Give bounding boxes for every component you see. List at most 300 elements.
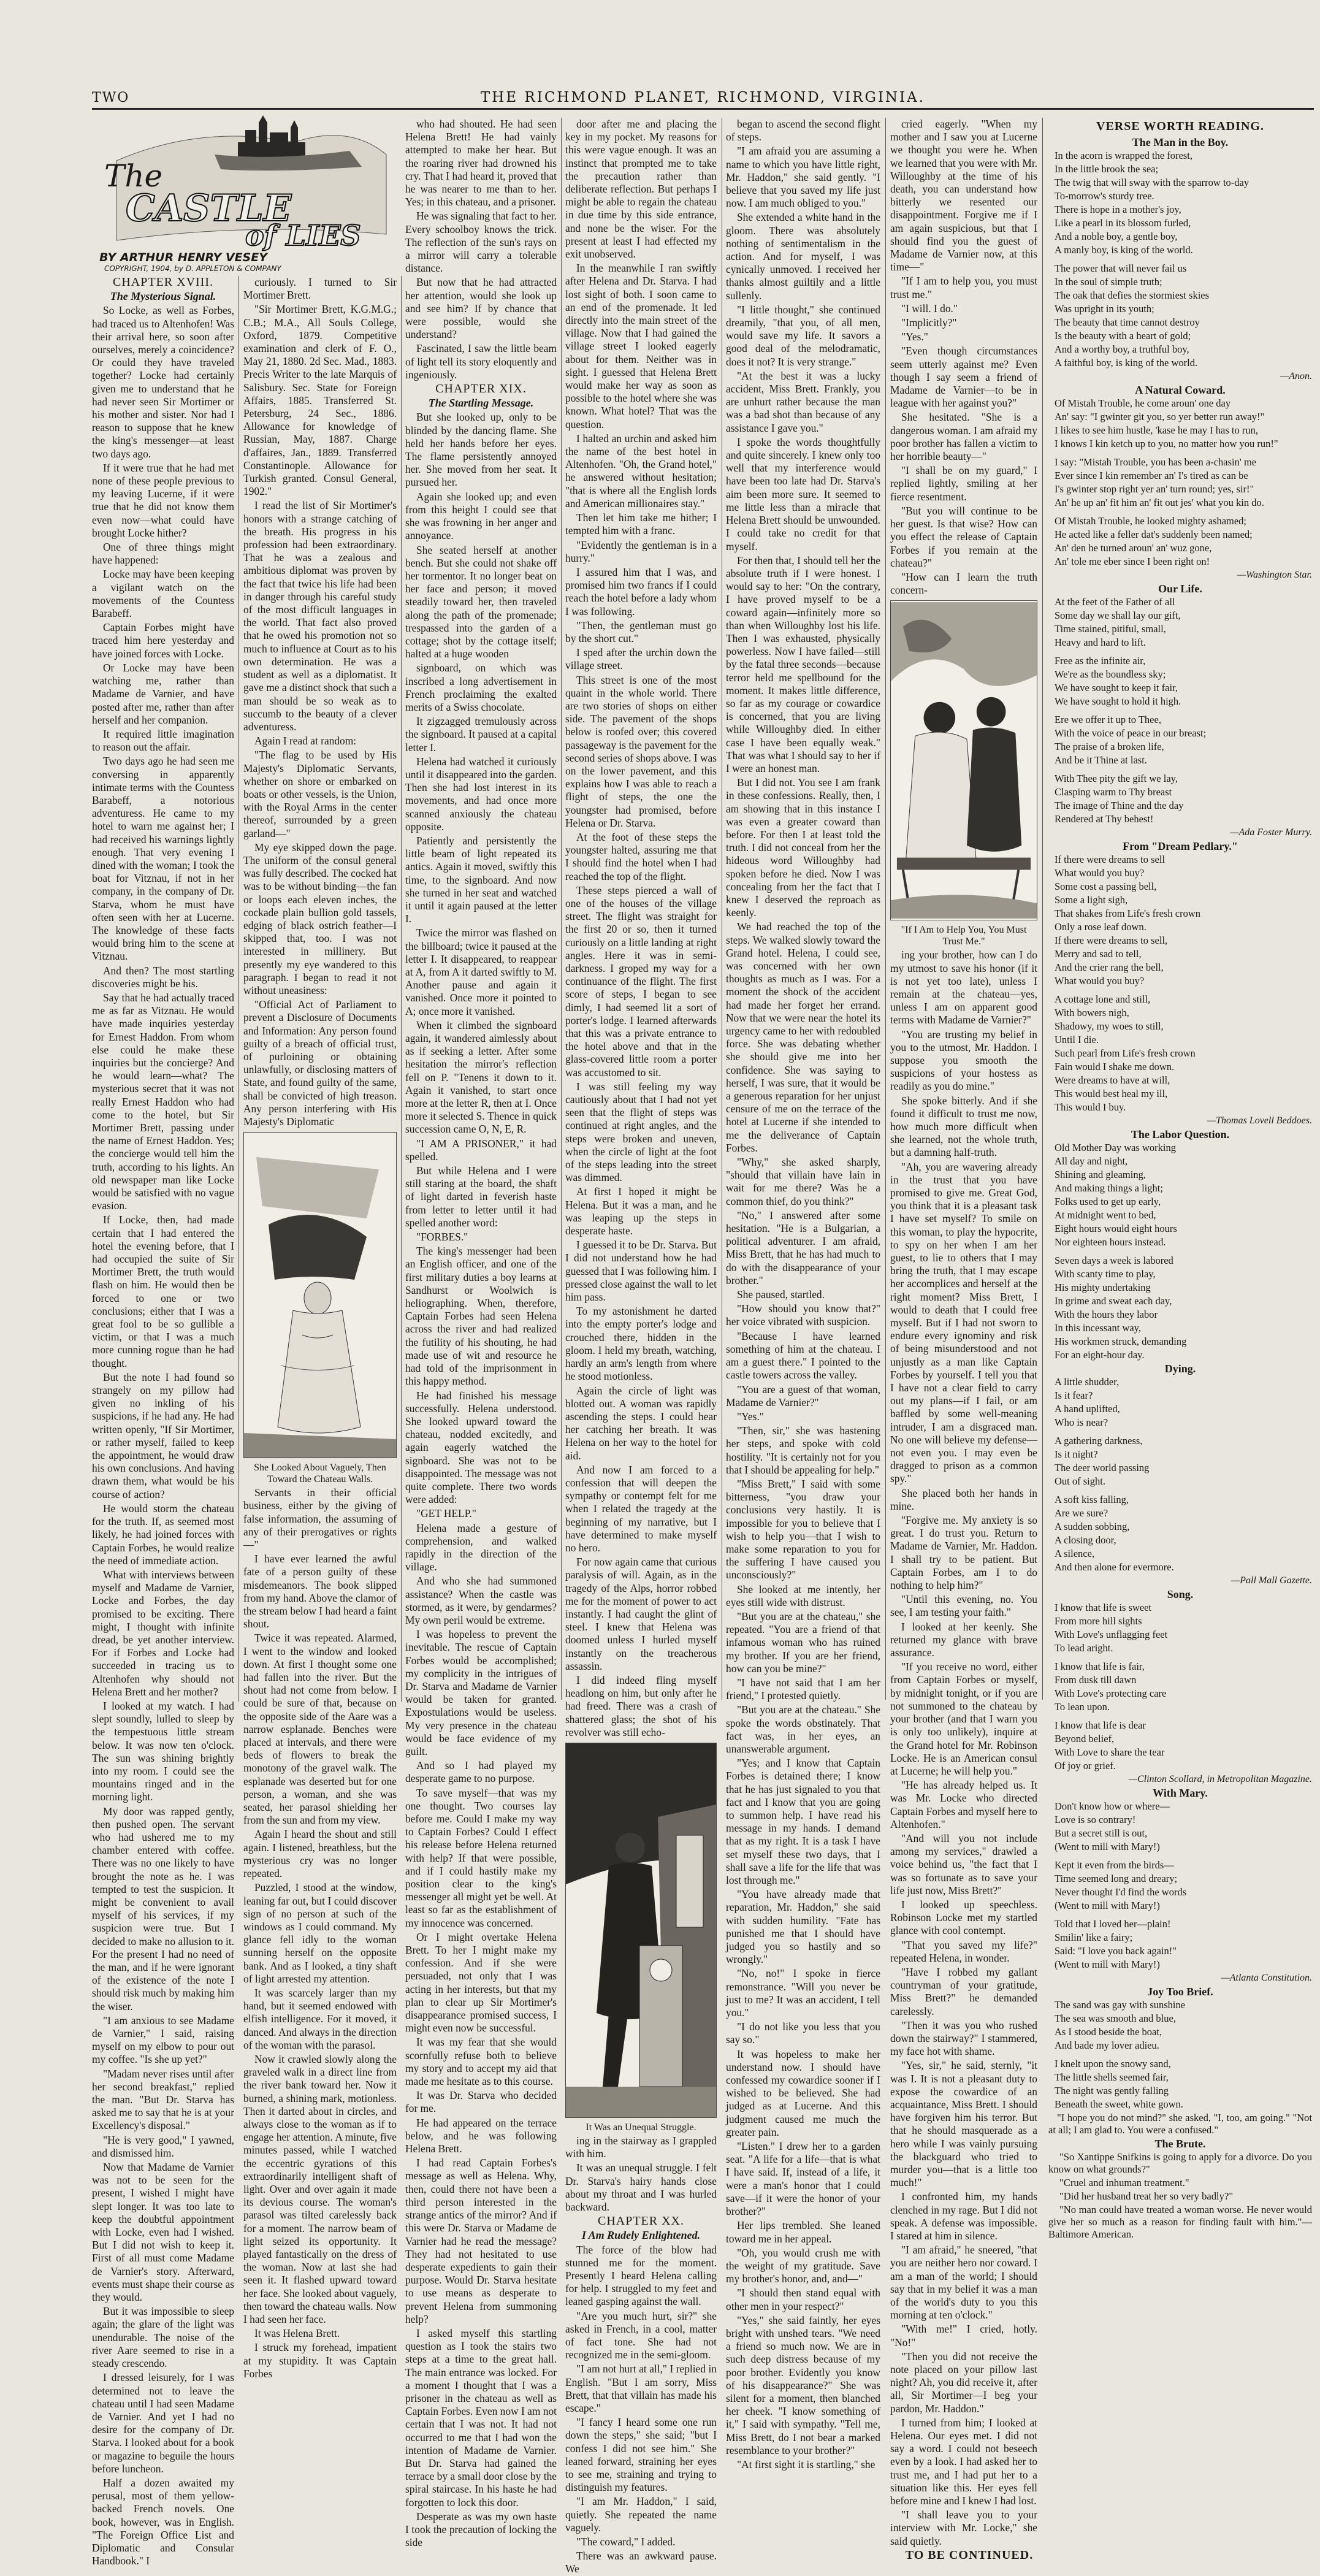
chapter-19-heading: CHAPTER XIX. [435,382,527,396]
poem-line: The power that will never fail us [1055,262,1187,274]
story-column-1 [92,275,234,2567]
poem-line: In the soul of simple truth; [1055,276,1162,288]
story-paragraph: And then? The most startling discoveries might be his. [92,964,234,990]
poem-title: Song. [1167,1588,1194,1600]
poem-line: Said: "I love you back again!" [1055,1945,1177,1957]
poem-line: (Went to mill with Mary!) [1055,1959,1160,1970]
column-rule [238,276,239,1702]
poem-line: Beyond belief, [1055,1733,1115,1745]
story-paragraph: Servants in their official business, either by the giving of false information, the assuming of any of their prerogatives or rights—" [243,1486,397,1551]
poem-line: A sudden sobbing, [1055,1521,1130,1532]
story-paragraph: I looked at her keenly. She returned my glance with brave assurance. [890,1620,1037,1659]
story-paragraph: I was still feeling my way cautiously about that I had not yet seen that the flight of steps was continued at right angles, and the steps were broken and uneven, when the circle of light at the foot of the steps leading into the street was dimmed. [565,1080,717,1184]
story-paragraph: It required little imagination to reason out the affair. [92,727,234,754]
poem-line: With the voice of peace in our breast; [1055,727,1207,739]
story-paragraph: Again I heard the shout and still again. I listened, breathless, but the mysterious cry was no longer repeated. [243,1828,397,1880]
poem-line: With Thee pity the gift we lay, [1055,773,1178,784]
story-paragraph: "Sir Mortimer Brett, K.G.M.G.; C.B.; M.A., All Souls College, Oxford, 1879. Competitive examination and clerk of F. O., May 21, 1880. 2d Sec. Mad., 1883. Precis Writer to the late Marquis of Salisbury. Sec. State for Foreign Affairs, 1885. Transferred St. Petersburg, 24 Sec., 1886. Allowance for knowledge of Russian, May, 1887. Charge d'affaires, Jan., 1889. Transferred Constantinople. Allowance for Turkish granted. Consul General, 1902." [243,303,397,498]
poem-line: I say: "Mistah Trouble, you has been a-chasin' me [1055,456,1257,468]
story-copyright: COPYRIGHT, 1904, by D. APPLETON & COMPANY [104,264,281,273]
story-paragraph: "GET HELP." [416,1507,476,1520]
poem-line: A silence, [1055,1548,1095,1559]
to-be-continued: TO BE CONTINUED. [905,2548,1034,2562]
title-castle: CASTLE [126,187,292,230]
poem-line: He acted like a feller dat's suddenly been named; [1055,529,1253,540]
story-paragraph: And now I am forced to a confession that will deepen the sympathy or contempt felt for me when I related the tragedy at the beginning of my narrative, but I have determined to make myself no hero. [565,1463,717,1554]
story-paragraph: I have ever learned the awful fate of a person guilty of these misdemeanors. The book slipped from my hand. Above the clamor of the stream below I had heard a faint shout. [243,1553,397,1630]
story-paragraph: Again I read at random: [254,735,357,747]
story-paragraph: "Cruel and inhuman treatment." [1059,2177,1189,2188]
story-paragraph: So Locke, as well as Forbes, had traced us to Altenhofen! Was their arrival here, so soon after ourselves, merely a coincidence? Or could they have traveled together? Locke had certainly given me to understand that he had never seen Sir Mortimer or his mother and sister. Nor had I reason to suppose that he knew the king's messenger—at least two days ago. [92,304,234,460]
story-column-2 [243,276,397,2380]
story-byline: BY ARTHUR HENRY VESEY [99,251,267,264]
story-paragraph: I had read Captain Forbes's message as well as Helena. Why, then, could there not have been a third person interested in the strange antics of the mirror? And if this were Dr. Starva or Madame de Varnier had he read the message? They had not hesitated to use desperate expedients to gain their purpose. Would Dr. Starva hesitate to use means as desperate to prevent Helena from summoning help? [405,2157,557,2325]
poem-line: To lean upon. [1055,1701,1110,1713]
story-paragraph: But she looked up, only to be blinded by the dancing flame. She held her hands before her eyes. The flame persistently annoyed her. She moved from her seat. It pursued her. [405,411,557,489]
story-paragraph: He had appeared on the terrace below, and he was following Helena Brett. [405,2116,557,2155]
story-paragraph: I assured him that I was, and promised him two francs if I could reach the hotel before a lady whom I was following. [565,565,717,617]
poem-title: From "Dream Pedlary." [1123,840,1238,852]
story-paragraph: When it climbed the signboard again, it wandered aimlessly about as if seeking a letter. After some hesitation the mirror's reflection fell on P. "Tenens it down to it. Again it vanished, to start once more at the letter R, then at I. Once more it selected S. Thence in quick succession came O, N, E, R. [405,1019,557,1136]
story-paragraph: "With me!" I cried, hotly. "No!" [890,2323,1037,2349]
poem-line: Was upright in its youth; [1055,303,1154,315]
story-paragraph: "Even though circumstances seem utterly against me? Even though I say seem a friend of Madame de Varnier—to be in league with her against you?" [890,345,1037,410]
story-paragraph: Captain Forbes might have traced him here yesterday and have joined forces with Locke. [92,621,234,660]
story-paragraph: began to ascend the second flight of steps. [726,118,880,143]
poem-line: The twig that will sway with the sparrow to-day [1055,177,1249,188]
poem-line: A soft kiss falling, [1055,1494,1129,1505]
story-paragraph: "But you are at the chateau." She spoke the words obstinately. That fact was, in her eyes, an unanswerable argument. [726,1703,880,1755]
poem-line: A faithful boy, is king of the world. [1055,357,1198,369]
story-paragraph: Say that he had actually traced me as far as Vitznau. He would have made inquiries yesterday for Ernest Haddon. From whom else could he make these inquiries but the concierge? And he would learn—what? The mysterious secret that it was not really Ernest Haddon who had come to the hotel, but Sir Mortimer Brett, passing under the name of Ernest Haddon. Yes; the concierge would tell him the truth, according to his lights. An old newspaper man like Locke would be satisfied with no vague evasion. [92,991,234,1212]
poem-line: With Love's protecting care [1055,1687,1167,1699]
story-paragraph: "Have I robbed my gallant countryman of your gratitude, Miss Brett?" he demanded carelessly. [890,1965,1037,2017]
poem-line: The praise of a broken life, [1055,741,1164,752]
story-paragraph: "I am not hurt at all," I replied in English. "But I am sorry, Miss Brett, that that villain has made his escape." [565,2363,717,2415]
illustration-caption-3: "If I Am to Help You, You Must Trust Me." [901,925,1027,947]
story-paragraph: "Yes," she said faintly, her eyes bright with unshed tears. "We need a friend so much now. We are in such deep distress because of my poor brother. Evidently you know of his disappearance?" She was silent for a moment, then blanched her cheek. "I know something of it," I said with sympathy. "Tell me, Miss Brett, do I not bear a marked resemblance to your brother?" [726,2314,880,2456]
story-paragraph: What with interviews between myself and Madame de Varnier, Locke and Forbes, the day promised to be exciting. There might, I thought with infinite dread, be yet another interview. For if Forbes and Locke had succeeded in tracing us to Altenhofen why should not Helena Brett and her mother? [92,1568,234,1698]
poem-line: The night was gently falling [1055,2085,1169,2096]
story-paragraph: "Implicitly?" [901,316,957,329]
poem-line: With the hours they labor [1055,1309,1158,1320]
story-paragraph: signboard, on which was inscribed a long advertisement in French proclaiming the exalted merits of a Swiss chocolate. [405,662,557,713]
poem-line: I know that life is sweet [1055,1602,1152,1613]
story-paragraph: She looked at me intently, her eyes still wide with distrust. [726,1583,880,1608]
story-paragraph: The king's messenger had been an English officer, and one of the first military duties a boy learns at Sandhurst or Woolwich is heliographing. When, therefore, Captain Forbes had seen Helena across the river and had realized the futility of his shouting, he had made use of wit and resource he had told of the imprisonment in this happy method. [405,1245,557,1388]
poem-line: And a noble boy, a gentle boy, [1055,231,1178,242]
story-paragraph: Or Locke may have been watching me, rather than Madame de Varnier, and have posted after me, rather than after herself and her companion. [92,661,234,726]
poem-line: Ere we offer it up to Thee, [1055,714,1161,725]
poem-line: Out of sight. [1055,1475,1105,1487]
poem-line: From dusk till dawn [1055,1674,1137,1686]
story-paragraph: I turned from him; I looked at Helena. Our eyes met. I did not say a word. I could not beseech even by a look. I had asked her to trust me, and I had put her to a situation like this. Her eyes fell before mine and I knew I had lost. [890,2416,1037,2507]
poem-line [1055,510,1312,514]
story-paragraph: "The coward," I added. [576,2536,676,2548]
page-header [92,86,1314,110]
title-the: The [104,158,163,194]
newspaper-masthead: THE RICHMOND PLANET, RICHMOND, VIRGINIA. [480,90,926,105]
story-paragraph: Patiently and persistently the little beam of light repeated its antics. Again it moved, swiftly this time, to the signboard. And now she turned in her seat and watched it until it again paused at the letter I. [405,834,557,925]
story-paragraph: For now again came that curious paralysis of will. Again, as in the tragedy of the Alps, horror robbed me for the moment of power to act instantly. I had caught the glint of steel. I knew that Helena was doomed unless I hurled myself instantly on the treacherous assassin. [565,1556,717,1672]
poem-line: Kept it even from the birds— [1055,1859,1174,1871]
poem-line: Smilin' like a fairy; [1055,1932,1133,1943]
poem-line: (Went to mill with Mary!) [1055,1900,1160,1911]
poem-title: Our Life. [1158,583,1202,595]
poem-author: —Atlanta Constitution. [1221,1973,1312,1983]
story-paragraph: She seated herself at another bench. But she could not shake off her tormentor. It no longer beat on her face and person; it moved steadily toward her, then traveled along the path of the promenade; trespassed into the garden of a cottage; shot by the cottage itself; halted at a huge wooden [405,543,557,660]
story-paragraph: "And will you not include among my services," drawled a voice behind us, "the fact that I was so fortunate as to save your life just now, Miss Brett?" [890,1832,1037,1897]
poem-line: As I stood beside the boat, [1055,2026,1162,2038]
poem-line: Some day we shall lay our gift, [1055,610,1181,621]
story-paragraph: I guessed it to be Dr. Starva. But I did not understand how he had guessed that I was following him. I pressed close against the wall to let him pass. [565,1239,717,1304]
poem-line: Free as the infinite air, [1055,655,1146,667]
poem-line: An' he up an' fit him an' fit out jes' what you kin do. [1055,497,1264,508]
story-paragraph: "Why," she asked sharply, "should that villain have lain in wait for me there? Was he a common thief, do you think?" [726,1156,880,1207]
story-paragraph: "No, no!" I spoke in fierce remonstrance. "Will you never be just to me? It was an accident, I tell you." [726,1967,880,2019]
column-rule [561,118,562,1700]
story-paragraph: She extended a white hand in the gloom. There was absolutely nothing of sentimentalism in the action. And for myself, I was cynically unmoved. I received her thanks almost guiltily and a little sullenly. [726,211,880,302]
story-paragraph: "If I am to help you, you must trust me." [890,275,1037,300]
poem-line [1055,451,1312,455]
story-paragraph: "I will. I do." [901,302,958,315]
story-paragraph: "I little thought," she continued dreamily, "that you, of all men, would save my life. It savors a good deal of the melodramatic, does it not? It is very strange." [726,303,880,368]
story-paragraph: "I shall be on my guard," I replied lightly, smiling at her fierce resentment. [890,464,1037,503]
story-paragraph: "That you saved my life?" repeated Helena, in wonder. [890,1938,1037,1964]
poem-author: —Ada Foster Murry. [1230,827,1312,838]
chapter-18-subtitle: The Mysterious Signal. [110,290,216,303]
story-paragraph: "You are trusting my belief in you to the utmost, Mr. Haddon. I suppose you smooth the suspicions of your hostess as readily as you do mine." [890,1028,1037,1093]
story-paragraph: "Until this evening, no. You see, I am testing your faith." [890,1593,1037,1619]
poem-line: Who is near? [1055,1416,1108,1428]
story-paragraph: Helena had watched it curiously until it disappeared into the garden. Then she had lost interest in its movements, and had once more scanned anxiously the chateau opposite. [405,755,557,833]
poem-line: For an eight-hour day. [1055,1349,1145,1361]
story-paragraph: It was scarcely larger than my hand, but it seemed endowed with elfish intelligence. For it moved, it danced. And always in the direction of the woman with the parasol. [243,1986,397,2051]
poem-line [1055,1656,1312,1659]
poem-line: And the crier rang the bell, [1055,961,1164,973]
poem-line: We have sought to hold it high. [1055,695,1181,707]
story-column-5 [726,118,880,2471]
story-paragraph: "Forgive me. My anxiety is so great. I do trust you. Return to Madame de Varnier, Mr. Haddon. I shall try to be patient. But Captain Forbes, am I to do nothing to help him?" [890,1514,1037,1592]
story-paragraph: But I did not. You see I am frank in these confessions. Really, then, I am showing that in this instance I was even a greater coward than before. For then I at least told the truth. I did not conceal from her the hideous word Willoughby had spoken before he died. Now I was concealing from her the fact that I knew I deserved the reproach as keenly. [726,776,880,919]
poem-line: A closing door, [1055,1534,1116,1546]
poem-line: Beneath the sweet, white gown. [1055,2098,1183,2110]
poem-line [1055,258,1312,261]
poem-line: And bade my lover adieu. [1055,2039,1159,2051]
story-paragraph: "He has already helped us. It was Mr. Locke who directed Captain Forbes and myself here to Altenhofen." [890,1779,1037,1830]
poem-line: What would you buy? [1055,867,1145,879]
story-paragraph: But now that he had attracted her attention, would she look up and see him? If by chance that were possible, would she understand? [405,276,557,341]
poem-line: The little shells seemed fair, [1055,2071,1169,2083]
story-paragraph: Again she looked up; and even from this height I could see that she was frowning in her anger and annoyance. [405,490,557,542]
poem-line: Were dreams to have at will, [1055,1074,1170,1086]
illustration-couple-on-bench [890,600,1037,920]
poem-line: Nor eighteen hours instead. [1055,1236,1166,1248]
story-paragraph: I confronted him, my hands clenched in my rage. But I did not speak. A defense was impossible. I stared at him in silence. [890,2190,1037,2242]
story-paragraph: "Official Act of Parliament to prevent a Disclosure of Documents and Information: Any person found guilty of a breach of official trust, of purloining or obtaining unlawfully, or disclosing matters of State, and found guilty of the same, shall be convicted of high treason. Any person interfering with His Majesty's Diplomatic [243,998,397,1128]
story-paragraph: My door was rapped gently, then pushed open. The servant who had ushered me to my chamber entered with coffee. There was no one likely to have brought the note as he. I was tempted to test the suspicion. It might be convenient to avail myself of his services, if my suspicion were true. But I decided to make no allusion to it. For the present I had no need of the man, and if he were ignorant of the existence of the note I should risk much by making him the wiser. [92,1805,234,2012]
poem-line: Told that I loved her—plain! [1055,1918,1171,1930]
poem-line: That shakes from Life's fresh crown [1055,908,1201,919]
story-paragraph: "Madam never rises until after her second breakfast," replied the man. "But Dr. Starva has asked me to say that he is at your Excellency's disposal." [92,2067,234,2132]
story-paragraph: "I do not like you less that you say so." [726,2020,880,2046]
story-paragraph: And who she had summoned assistance? When the castle was stormed, as it were, by gendarmes? My own peril would be extreme. [405,1575,557,1626]
story-paragraph: "FORBES." [416,1231,468,1244]
story-paragraph: But while Helena and I were still staring at the board, the shaft of light darted in feverish haste from letter to letter until it had spelled another word: [405,1164,557,1229]
story-paragraph: Then let him take me hither; I tempted him with a franc. [565,511,717,537]
story-paragraph: "Are you much hurt, sir?" she asked in French, in a cool, matter of fact tone. She had not recognized me in the semi-gloom. [565,2309,717,2361]
poem-line: Love is so contrary! [1055,1814,1136,1825]
poem-line: This would best heal my ill, [1055,1088,1168,1099]
poem-line: Shadowy, my woes to still, [1055,1020,1164,1032]
poem-line: In the little brook the sea; [1055,163,1159,175]
story-paragraph: Helena made a gesture of comprehension, and walked rapidly in the direction of the village. [405,1521,557,1573]
poem-line: A cottage lone and still, [1055,993,1151,1005]
story-paragraph: Fascinated, I saw the little beam of light tell its story eloquently and ingeniously. [405,342,557,381]
story-paragraph: "At first sight it is startling," she [737,2458,876,2471]
poem-line: With Love's unflagging feet [1055,1629,1168,1640]
story-paragraph: I did indeed fling myself headlong on him, but only after he had freed. There was a crash of shattered glass; the shot of his revolver was still echo- [565,1673,717,1738]
column-rule [1042,118,1043,1700]
story-paragraph: Now it crawled slowly along the graveled walk in a direct line from the river bank toward her. Now it burned, a shining mark, motionless. Then it darted about in circles, and always close to the woman as if to engage her attention. A minute, five minutes passed, while I watched the eccentric gyrations of this extraordinarily intelligent shaft of light. Over and over again it made its devious course. The woman's parasol was tilted carelessly back for a moment. The narrow beam of light seized its opportunity. It played fantastically on the dress of the woman. Now at last she had seen it. It flashed upward toward her face. She looked about vaguely, then toward the chateau walls. Now I had seen her face. [243,2052,397,2325]
poem-line: His mighty undertaking [1055,1282,1151,1293]
story-paragraph: "No," I answered after some hesitation. "He is a Bulgarian, a political adventurer. I am afraid, Miss Brett, that he has had much to do with the disappearance of your brother." [726,1209,880,1286]
poem-line: Ever since I kin remember an' I's tired as can be [1055,470,1248,481]
story-paragraph: Half a dozen awaited my perusal, most of them yellow-backed French novels. One book, however, was in English. "The Foreign Office List and Diplomatic and Consular Handbook." I [92,2476,234,2567]
story-paragraph: This street is one of the most quaint in the whole world. There are two stories of shops on either side. The pavement of the shops below is roofed over; this covered passageway is the pavement for the second series of shops above. I was on the lower pavement, and this explains how I was able to reach a flight of steps, the one the youngster had promised, before Helena or Dr. Starva. [565,673,717,829]
poem-line: And then alone for evermore. [1055,1561,1174,1573]
column-rule [401,276,402,1702]
story-paragraph: I looked at my watch. I had slept soundly, lulled to sleep by the tempestuous little stream below. It was now ten o'clock. The sun was shining brightly into my room. I could see the mountains ringed and in the morning light. [92,1699,234,1803]
story-paragraph: "I fancy I heard some one run down the steps," she said; "but I confess I did not see him." She leaned forward, straining her eyes to see me, straining and trying to distinguish my features. [565,2416,717,2494]
poem-line [1055,650,1312,654]
story-paragraph: One of three things might have happened: [92,541,234,567]
story-paragraph: "So Xantippe Snifkins is going to apply for a divorce. Do you know on what grounds?" [1048,2151,1312,2175]
story-paragraph: To my astonishment he darted into the empty porter's lodge and crouched there, hidden in the gloom. I held my breath, watching, hardly an arm's length from where he stood motionless. [565,1305,717,1383]
poem-author: —Clinton Scollard, in Metropolitan Magazine. [1128,1774,1312,1784]
poem-line [1055,1489,1312,1492]
verse-column [1048,118,1312,2240]
poem-line: A little shudder, [1055,1376,1120,1388]
story-paragraph: I spoke the words thoughtfully and quite sincerely. I knew only too well that my interference would have been too late had Dr. Starva's aim been more sure. It seemed to me little less than a miracle that Helena Brett should be unwounded. I could take no credit for that myself. [726,435,880,552]
poem-line: Is it fear? [1055,1389,1093,1401]
story-paragraph: I read the list of Sir Mortimer's honors with a strange catching of the breath. His progress in his profession had been extraordinary. That he was a zealous and ambitious diplomat was proven by the fact that twice his life had been in danger through his careful study of the most difficult languages in the world. That fact also proved that he owed his promotion not so much to influence at Court as to his own determination. He was a student as well as a diplomatist. It gave me a distinct shock that such a man should be so weak as to succumb to the beauty of a clever adventuress. [243,499,397,733]
poem-line: Of Mistah Trouble, he looked mighty ashamed; [1055,515,1247,527]
poem-line: His workmen struck, demanding [1055,1336,1187,1347]
story-paragraph: It was Helena Brett. [254,2327,340,2340]
story-paragraph: "No man could have treated a woman worse. He never would give her so much as a reason for finding fault with him."—Baltimore American. [1048,2204,1312,2240]
poem-line: I know that life is fair, [1055,1661,1145,1672]
story-paragraph: "I should then stand equal with other men in your respect?" [726,2287,880,2312]
poem-line: What would you buy? [1055,975,1145,987]
story-paragraph: "Yes, sir," he said, sternly, "it was I. It is not a pleasant duty to expose the cowardice of an acquaintance, Miss Brett. I should have forgiven him his terror. But that he should masquerade as a hero while I was vainly pursuing the blackguard who tried to murder you—that is a little too much!" [890,2059,1037,2189]
poem-line: Is it night? [1055,1448,1098,1460]
story-paragraph: For then that, I should tell her the absolute truth if I were honest. I would say to her: "On the contrary, I have proved myself to be a coward again—infinitely more so than when Willoughby lost his life. Then I was exhausted, physically powerless. Now I have failed—still by the fatal three seconds—because terror held me spellbound for the moment. It makes little difference, so far as my courage or cowardice is concerned, that you are living while Willoughby died. In either case I have been equally weak." That was what I should say to her if I were an honest man. [726,554,880,774]
poem-line: From more hill sights [1055,1615,1142,1627]
poem-line: I's gwinter stop right yer an' turn round; yes, sir!" [1055,483,1254,495]
poem-line: Are we sure? [1055,1507,1108,1519]
poem-line: In the acorn is wrapped the forest, [1055,150,1192,161]
story-paragraph: "At the best it was a lucky accident, Miss Brett. Frankly, you are unhurt rather because the man was a bad shot than because of any assistance I gave you." [726,369,880,434]
poem-line: Old Mother Day was working [1055,1142,1176,1153]
poem-line: The beauty that time cannot destroy [1055,316,1200,328]
poem-line: Clasping warm to Thy breast [1055,786,1172,798]
story-paragraph: "Then it was you who rushed down the stairway?" I stammered, my face hot with shame. [890,2019,1037,2058]
poem-line: An' den he turned aroun' an' wuz gone, [1055,542,1212,554]
story-paragraph: I halted an urchin and asked him the name of the best hotel in Altenhofen. "Oh, the Grand hotel," he answered without hesitation; "that is where all the English lords and American millionaires stay." [565,432,717,510]
story-paragraph: At the foot of these steps the youngster halted, assuring me that I should find the hotel when I had reached the top of the flight. [565,830,717,882]
poem-title: Dying. [1164,1363,1196,1375]
poem-line: Never thought I'd find the words [1055,1886,1187,1898]
poem-line: I know that life is dear [1055,1719,1146,1731]
story-paragraph: "I am afraid you are assuming a name to which you have little right, Mr. Haddon," she said gently. "I believe that you saved my life just now. I am much obliged to you." [726,145,880,210]
story-paragraph: "Did her husband treat her so very badly?" [1059,2190,1234,2202]
story-paragraph: ing in the stairway as I grappled with him. [565,2134,717,2160]
story-paragraph: I struck my forehead, impatient at my stupidity. It was Captain Forbes [243,2341,397,2380]
poem-line: At midnight went to bed, [1055,1209,1156,1221]
story-paragraph: She hesitated. "She is a dangerous woman. I am afraid my poor brother has fallen a victim to her horrible beauty—" [890,411,1037,463]
story-paragraph: "Ah, you are wavering already in the trust that you have promised to give me. Great God, you think that it is a pleasant task I have set myself? To smile on this woman, to play the hypocrite, to spy on her when I am her guest, to lie to others that I may bring the truth, that I may escape her accomplices and herself at the right moment? Miss Brett, I would to death that I could free myself. But if I had not sworn to endure every ignominy and risk of being misunderstood and not unjustly as a man like Captain Forbes by yourself. I tell you that I have not a clear field to carry out my plans—if I fail, or am baffled by some well-meaning intruder, I am a disgraced man. No one will believe my defense—not even you. I may even be dragged to prison as a common spy." [890,1160,1037,1485]
story-paragraph: "How can I learn the truth concern- [890,570,1037,597]
story-paragraph: I dressed leisurely, for I was determined not to leave the chateau until I had seen Madame de Varnier. And yet I had no desire for the company of Dr. Starva. I looked about for a book or magazine to beguile the hours before luncheon. [92,2371,234,2475]
story-paragraph: "Yes." [737,1410,764,1423]
story-paragraph: "You are a guest of that woman, Madame de Varnier?" [726,1383,880,1408]
chapter-20-heading: CHAPTER XX. [597,2214,684,2228]
poem-line: The sea was smooth and blue, [1055,2012,1176,2024]
story-paragraph: "Yes; and I know that Captain Forbes is detained there; I know that he has just signaled to you that fact and I know that you are going to summon help. I have read his message in my hands. I demand that as my right. It is a task I have set myself these two days, that I shall save a life for the life that was lost through me." [726,1757,880,1887]
poem-line [1055,1714,1312,1718]
story-paragraph: There was an awkward pause. We [565,2550,717,2575]
poem-line: Seven days a week is labored [1055,1255,1173,1266]
poem-line: We have sought to keep it fair, [1055,682,1178,694]
poem-title: With Mary. [1153,1787,1208,1799]
story-paragraph: To save myself—that was my one thought. Two courses lay before me. Could I make my way to Captain Forbes? Could I effect his release before Helena returned with help? If that were possible, and if I could hastily make my position clear to the king's messenger all might yet be well. At least so far as the establishment of my innocence was concerned. [405,1786,557,1929]
story-paragraph: We had reached the top of the steps. We walked slowly toward the Grand hotel. Helena, I could see, was concerned with her own thoughts as much as I was. For a moment the shock of the accident had made her forget her errand. Now that we were near the hotel its urgency came to her with redoubled force. She was debating whether she should give me into her confidence. She was saying to herself, I was sure, that it would be a generous reparation for her unjust censure of me on the terrace of the hotel at Lucerne if she intended to me the deliverance of Captain Forbes. [726,920,880,1154]
poem-line: A manly boy, is king of the world. [1055,244,1193,256]
poem-line: Folks used to get up early, [1055,1196,1161,1207]
story-paragraph: She paused, startled. [737,1288,825,1301]
story-paragraph: He would storm the chateau for the truth. If, as seemed most likely, he had joined forces with Captain Forbes, he would realize the need of immediate action. [92,1502,234,1567]
poem-title: A Natural Coward. [1135,384,1226,396]
story-paragraph: At first I hoped it might be Helena. But it was a man, and he was leaping up the steps in desperate haste. [565,1185,717,1237]
poem-line: Of Mistah Trouble, he come aroun' one day [1055,397,1231,409]
story-paragraph: It was my fear that she would scornfully refuse both to believe my story and to accept my aid that made me hesitate as to this course. [405,2036,557,2088]
story-paragraph: "Oh, you would crush me with the weight of my gratitude. Save my brother's honor, and, and—" [726,2246,880,2285]
poem-line: We're as the boundless sky; [1055,668,1166,680]
poem-title: The Man in the Boy. [1132,136,1229,148]
poem-line: Of joy or grief. [1055,1760,1116,1771]
story-paragraph: Now that Madame de Varnier was not to be seen for the present, I wished I might have slept longer. It was too late to keep the doubtful appointment with Locke, even had I wished. But I did not wish to keep it. First of all must come Madame de Varnier's story. Afterward, events must shape their course as they would. [92,2161,234,2304]
poem-line: An' say: "I gwinter git you, so yer better run away!" [1055,411,1265,422]
story-paragraph: "How should you know that?" her voice vibrated with suspicion. [726,1302,880,1328]
poem-line: Some a light sigh, [1055,894,1128,906]
poem-line: If there were dreams to sell, [1055,934,1168,946]
poem-line: And a worthy boy, a truthful boy, [1055,343,1189,355]
poem-line [1055,1913,1312,1917]
poem-line: Until I die. [1055,1034,1099,1045]
poem-line: A gathering darkness, [1055,1435,1143,1447]
poem-line: To-morrow's sturdy tree. [1055,190,1154,202]
story-paragraph: ing your brother, how can I do my utmost to save his honor (if it is not yet too late), unless I remain at the chateau—yes, unless I am on apparent good terms with Madame de Varnier?" [890,949,1037,1026]
poem-line: The sand was gay with sunshine [1055,1999,1186,2011]
story-column-6 [890,118,1037,2562]
poem-line [1055,2053,1312,2057]
column-rule [885,118,886,1700]
illustration-struggle-on-stairs [565,1743,717,2118]
story-paragraph: "Then you did not receive the note placed on your pillow last night? Ah, you did receive it, after all, Sir Mortimer—I beg your pardon, Mr. Haddon." [890,2350,1037,2415]
story-paragraph: The force of the blow had stunned me for the moment. Presently I heard Helena calling for help. I struggled to my feet and leaned gasping against the wall. [565,2243,717,2308]
poem-line [1055,988,1312,992]
poem-line: Shining and gleaming, [1055,1169,1146,1180]
poem-line: And be it Thine at last. [1055,754,1147,766]
poem-line: In grime and sweat each day, [1055,1295,1172,1307]
poem-line: (Went to mill with Mary!) [1055,1841,1160,1852]
story-title-block [92,118,399,271]
story-paragraph: "I am afraid," he sneered, "that you are neither hero nor coward. I am a man of the world; I should say that in my belief it was a man of the world's duty to you this morning at ten o'clock." [890,2244,1037,2322]
story-paragraph: I was hopeless to prevent the inevitable. The rescue of Captain Forbes would be accomplished; my complicity in the intrigues of Dr. Starva and Madame de Varnier would be taken for granted. Expostulations would be useless. My very presence in the chateau would be face evidence of my guilt. [405,1628,557,1757]
story-paragraph: She spoke bitterly. And if she found it difficult to trust me now, how much more difficult when she learned, not the whole truth, but a damning half-truth. [890,1094,1037,1159]
story-paragraph: If Locke, then, had made certain that I had entered the hotel the evening before, that I had occupied the suite of Sir Mortimer Brett, the truth would flash on him. He would then be forced to one or two conclusions; either that I was a great fool to be so gullible a victim, or that I was a much more cunning rogue than he had thought. [92,1213,234,1369]
brute-title: The Brute. [1154,2138,1206,2150]
story-paragraph: door after me and placing the key in my pocket. My reasons for this were vague enough. It was an instinct that prompted me to take the precaution rather than deliberate reflection. But perhaps I might be able to regain the chateau in due time by this side entrance, and none be the wiser. For the present at least I had effected my exit unobserved. [565,118,717,261]
poem-line: All day and night, [1055,1155,1128,1167]
poem-line: I likes to see him hustle, 'kase he may I has to run, [1055,424,1258,436]
story-paragraph: "I am Mr. Haddon," I said, quietly. She repeated the name vaguely. [565,2495,717,2534]
story-paragraph: I sped after the urchin down the village street. [565,646,717,672]
poem-line: The image of Thine and the day [1055,800,1184,811]
chapter-20-subtitle: I Am Rudely Enlightened. [581,2229,701,2242]
illustration-woman-with-parasol [243,1132,397,1458]
poem-line: Is the beauty with a heart of gold; [1055,330,1191,342]
story-paragraph: "But you are at the chateau," she repeated. "You are a friend of that infamous woman who has ruined my brother. If you are her friend, how can you be mine?" [726,1610,880,1675]
poem-line: To lead aright. [1055,1642,1113,1654]
story-paragraph: I asked myself this startling question as I took the stairs two steps at a time to the great hall. The main entrance was locked. For a moment I thought that I was a prisoner in the chateau as well as Captain Forbes. Even now I am not certain that I was not. It had not occurred to me that I had won the intention of Madame de Varnier. But Dr. Starva had gained the terrace by a small door close by the spiral staircase. In his haste he had forgotten to lock this door. [405,2326,557,2509]
story-paragraph: "I have not said that I am her friend," I protested quietly. [726,1676,880,1702]
poem-line: Only a rose leaf down. [1055,921,1146,933]
poem-title: Joy Too Brief. [1147,1986,1213,1998]
poem-line: With scanty time to play, [1055,1268,1156,1280]
story-paragraph: He was signaling that fact to her. Every schoolboy knows the trick. The reflection of the sun's rays on a mirror will carry a tolerable distance. [405,210,557,275]
poem-line: If there were dreams to sell [1055,854,1165,865]
poem-line [1055,1250,1312,1253]
story-paragraph: And so I had played my desperate game to no purpose. [405,1759,557,1785]
story-paragraph: "The flag to be used by His Majesty's Diplomatic Servants, whether on shore or embarked on boats or other vessels, is the Union, with the Royal Arms in the center thereof, surrounded by a green garland—" [243,749,397,839]
poem-line: With bowers nigh, [1055,1007,1129,1019]
story-paragraph: "But you will continue to be her guest. Is that wise? How can you effect the release of Captain Forbes if you remain at the chateau?" [890,504,1037,569]
story-paragraph: If it were true that he had met none of these people previous to my leaving Lucerne, if it were true that he did not know them even now—what could have brought Locke hither? [92,461,234,539]
poem-line: Such pearl from Life's fresh crown [1055,1047,1196,1059]
poem-line: The oak that defies the stormiest skies [1055,289,1210,301]
poem-line: Rendered at Thy behest! [1055,813,1154,825]
story-paragraph: It was hopeless to make her understand now. I should have confessed my cowardice sooner if I wished to be believed. She had judged as at Lucerne. And this judgment caused me much the greater pain. [726,2047,880,2138]
story-paragraph: These steps pierced a wall of one of the houses of the village street. The flight was straight for the first 20 or so, then it turned curiously on a little landing at right angles. Here it was in semi-darkness. I groped my way for a continuance of the flight. The first score of steps, I began to see dimly, I had seemed lit a sort of porter's lodge. I learned afterwards that this was a private entrance to the hotel above and that in the glass-covered little room a porter was accustomed to sit. [565,884,717,1079]
poem-line: Fain would I shake me down. [1055,1061,1175,1072]
story-paragraph: "Yes." [901,331,928,343]
poem-line [1055,768,1312,771]
poem-line: Time stained, pitiful, small, [1055,623,1166,635]
story-paragraph: But the note I had found so strangely on my pillow had given no inkling of his suspicions, if he had any. He had written openly, "If Sir Mortimer, or rather myself, failed to keep the appointment, he would draw his own conclusions. And having drawn them, what would be his course of action? [92,1370,234,1500]
story-paragraph: who had shouted. He had seen Helena Brett! He had vainly attempted to make her hear. But the roaring river had drowned his cry. That I had heard it, proved that he was nearer to me than to her. Yes; in this chateau, and a prisoner. [405,118,557,208]
poem-line: Some cost a passing bell, [1055,881,1157,892]
castle-title-illustration [92,118,399,271]
story-paragraph: He had finished his message successfully. Helena understood. She looked upward toward the chateau, nodded excitedly, and again eagerly watched the signboard. She was not to be disappointed. The message was not quite complete. There two words were added: [405,1389,557,1506]
verse-heading: VERSE WORTH READING. [1096,120,1264,133]
story-paragraph: It was Dr. Starva who decided for me. [405,2089,557,2115]
story-paragraph: "Evidently the gentleman is in a hurry." [565,538,717,564]
poem-line: Merry and sad to tell, [1055,948,1142,960]
story-paragraph: "Because I have learned something of him at the chateau. I am a guest there." I pointed to the castle towers across the valley. [726,1329,880,1382]
story-paragraph: I looked up speechless. Robinson Locke met my startled glance with cool contempt. [890,1898,1037,1937]
